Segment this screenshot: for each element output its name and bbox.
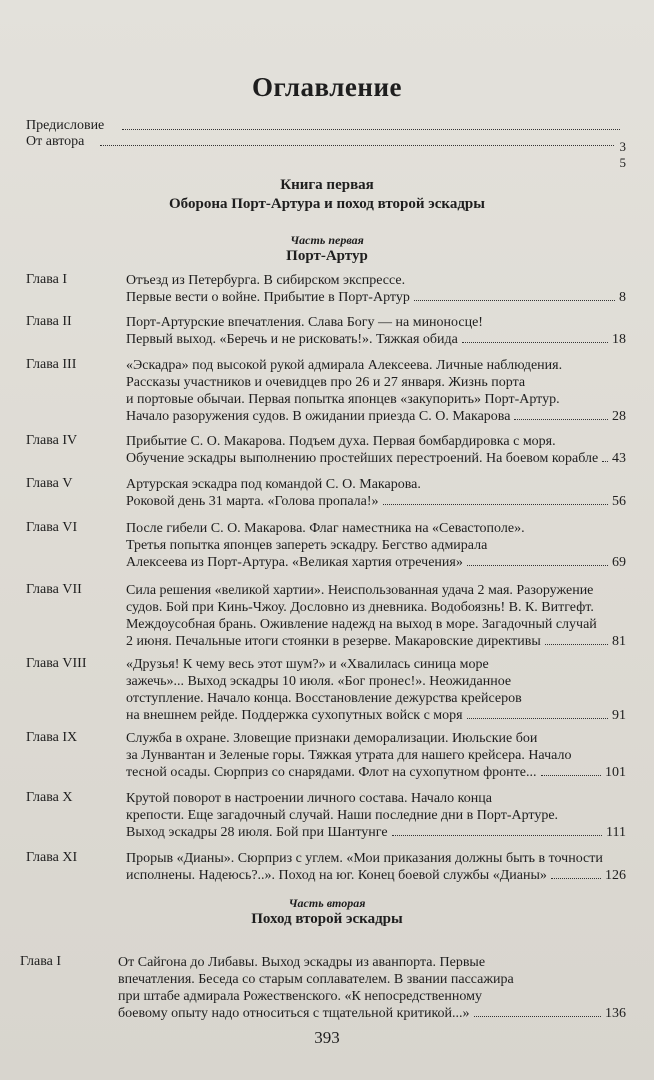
chapter-number: Глава XI [26,850,78,865]
chapter-line: Первый выход. «Беречь и не рисковать!». Тяжкая обида [126,332,458,347]
front-page-1 [26,139,626,155]
chapter-number: Глава VII [26,582,82,597]
chapter-line: Служба в охране. Зловещие признаки деморализации. Июльские бои [126,731,538,746]
chapter-description [126,433,626,467]
dot-leader [541,775,601,776]
chapter-line: Третья попытка японцев запереть эскадру. Бегство адмирала [126,538,488,553]
part-label: Часть первая [290,233,364,247]
dot-leader [545,644,608,645]
chapter-description [126,272,626,306]
dot-leader [414,300,615,301]
chapter-description [126,790,626,841]
toc-page-number: 28 [612,409,626,424]
chapter-line: за Лунвантан и Зеленые горы. Тяжкая утрата для нашего крейсера. Начало [126,748,572,763]
chapter-number: Глава VIII [26,656,87,671]
toc-page-number: 3 [619,139,626,154]
chapter-line: «Друзья! К чему весь этот шум?» и «Хвалилась синица море [126,657,489,672]
chapter-line: Порт-Артурские впечатления. Слава Богу — на миноносце! [126,315,483,330]
toc-page-number: 126 [605,868,626,883]
chapter-line: 2 июня. Печальные итоги стоянки в резерве. Макаровские директивы [126,634,541,649]
dot-leader [383,504,608,505]
toc-page-number: 18 [612,332,626,347]
book-title: Оборона Порт-Артура и поход второй эскадры [169,196,485,212]
toc-page-number: 56 [612,494,626,509]
chapter-line: крепости. Еще загадочный случай. Наши последние дни в Порт-Артуре. [126,808,559,823]
chapter-description [126,730,626,781]
chapter-line: при штабе адмирала Рожественского. «К непосредственному [118,989,482,1004]
chapter-description [126,314,626,348]
chapter-line: Крутой поворот в настроении личного состава. Начало конца [126,791,492,806]
chapter-line: Обучение эскадры выполнению простейших перестроений. На боевом корабле [126,451,599,466]
chapter-line: Начало разоружения судов. В ожидании приезда С. О. Макарова [126,409,511,424]
chapter-line: исполнены. Надеюсь?..». Поход на юг. Конец боевой службы «Дианы» [126,868,547,883]
front-page-2 [26,155,626,171]
chapter-description [118,954,626,1022]
chapter-line: боевому опыту надо относиться с тщательной критикой...» [118,1006,470,1021]
toc-page-number: 111 [606,825,626,840]
chapter-line: Прибытие С. О. Макарова. Подъем духа. Первая бомбардировка с моря. [126,434,556,449]
part-title: Порт-Артур [286,248,368,264]
chapter-number: Глава I [26,272,68,287]
chapter-description [126,850,626,884]
dot-leader [551,878,601,879]
chapter-line: Отъезд из Петербурга. В сибирском экспрессе. [126,273,406,288]
toc-page-number: 81 [612,634,626,649]
chapter-number: Глава V [26,476,73,491]
chapter-number: Глава I [20,954,62,969]
chapter-line: и портовые обычаи. Первая попытка японцев «закупорить» Порт-Артур. [126,392,560,407]
chapter-number: Глава VI [26,520,78,535]
chapter-line: Алексеева из Порт-Артура. «Великая хартия отречения» [126,555,463,570]
chapter-line: судов. Бой при Кинь-Чжоу. Дословно из дневника. Водобоязнь! В. К. Витгефт. [126,600,594,615]
chapter-line: Рассказы участников и очевидцев про 26 и 27 января. Жизнь порта [126,375,526,390]
chapter-description [126,520,626,571]
toc-page-number: 8 [619,290,626,305]
chapter-description [126,357,626,425]
chapter-number: Глава IX [26,730,78,745]
chapter-line: Артурская эскадра под командой С. О. Макарова. [126,477,421,492]
toc-title: Оглавление [252,72,402,102]
chapter-line: От Сайгона до Либавы. Выход эскадры из аванпорта. Первые [118,955,486,970]
toc-entry-label: От автора [26,134,85,149]
chapter-description [126,476,626,510]
dot-leader [474,1016,601,1017]
chapter-line: Прорыв «Дианы». Сюрприз с углем. «Мои приказания должны быть в точности [126,851,603,866]
dot-leader [392,835,602,836]
chapter-number: Глава IV [26,433,78,448]
toc-entry-label: Предисловие [26,118,105,133]
page-number: 393 [314,1028,340,1047]
chapter-description [126,656,626,724]
toc-page-number: 69 [612,555,626,570]
chapter-number: Глава III [26,357,77,372]
chapter-line: Сила решения «великой хартии». Неиспользованная удача 2 мая. Разоружение [126,583,594,598]
book-label: Книга первая [280,177,374,193]
dot-leader [467,718,608,719]
toc-page-number: 136 [605,1006,626,1021]
toc-page-number: 43 [612,451,626,466]
chapter-line: После гибели С. О. Макарова. Флаг наместника на «Севастополе». [126,521,525,536]
chapter-line: «Эскадра» под высокой рукой адмирала Алексеева. Личные наблюдения. [126,358,563,373]
chapter-line: отступление. Начало конца. Восстановление дежурства крейсеров [126,691,522,706]
dot-leader [122,129,620,130]
chapter-line: Выход эскадры 28 июля. Бой при Шантунге [126,825,388,840]
part-title: Поход второй эскадры [251,911,403,927]
chapter-description [126,582,626,650]
chapter-line: впечатления. Беседа со старым соплавателем. В звании пассажира [118,972,514,987]
toc-page-number: 101 [605,765,626,780]
dot-leader [467,565,608,566]
chapter-line: Роковой день 31 марта. «Голова пропала!» [126,494,379,509]
part-label: Часть вторая [288,896,366,910]
toc-page-number: 91 [612,708,626,723]
chapter-line: Первые вести о войне. Прибытие в Порт-Артур [126,290,410,305]
chapter-line: Междоусобная брань. Оживление надежд на выход в море. Загадочный случай [126,617,597,632]
dot-leader [602,461,608,462]
dot-leader [514,419,608,420]
chapter-line: зажечь»... Выход эскадры 10 июля. «Бог пронес!». Неожиданное [126,674,512,689]
chapter-number: Глава X [26,790,73,805]
chapter-number: Глава II [26,314,72,329]
dot-leader [462,342,608,343]
toc-page-number: 5 [619,155,626,170]
chapter-line: тесной осады. Сюрприз со снарядами. Флот на сухопутном фронте... [126,765,537,780]
chapter-line: на внешнем рейде. Поддержка сухопутных войск с моря [126,708,463,723]
